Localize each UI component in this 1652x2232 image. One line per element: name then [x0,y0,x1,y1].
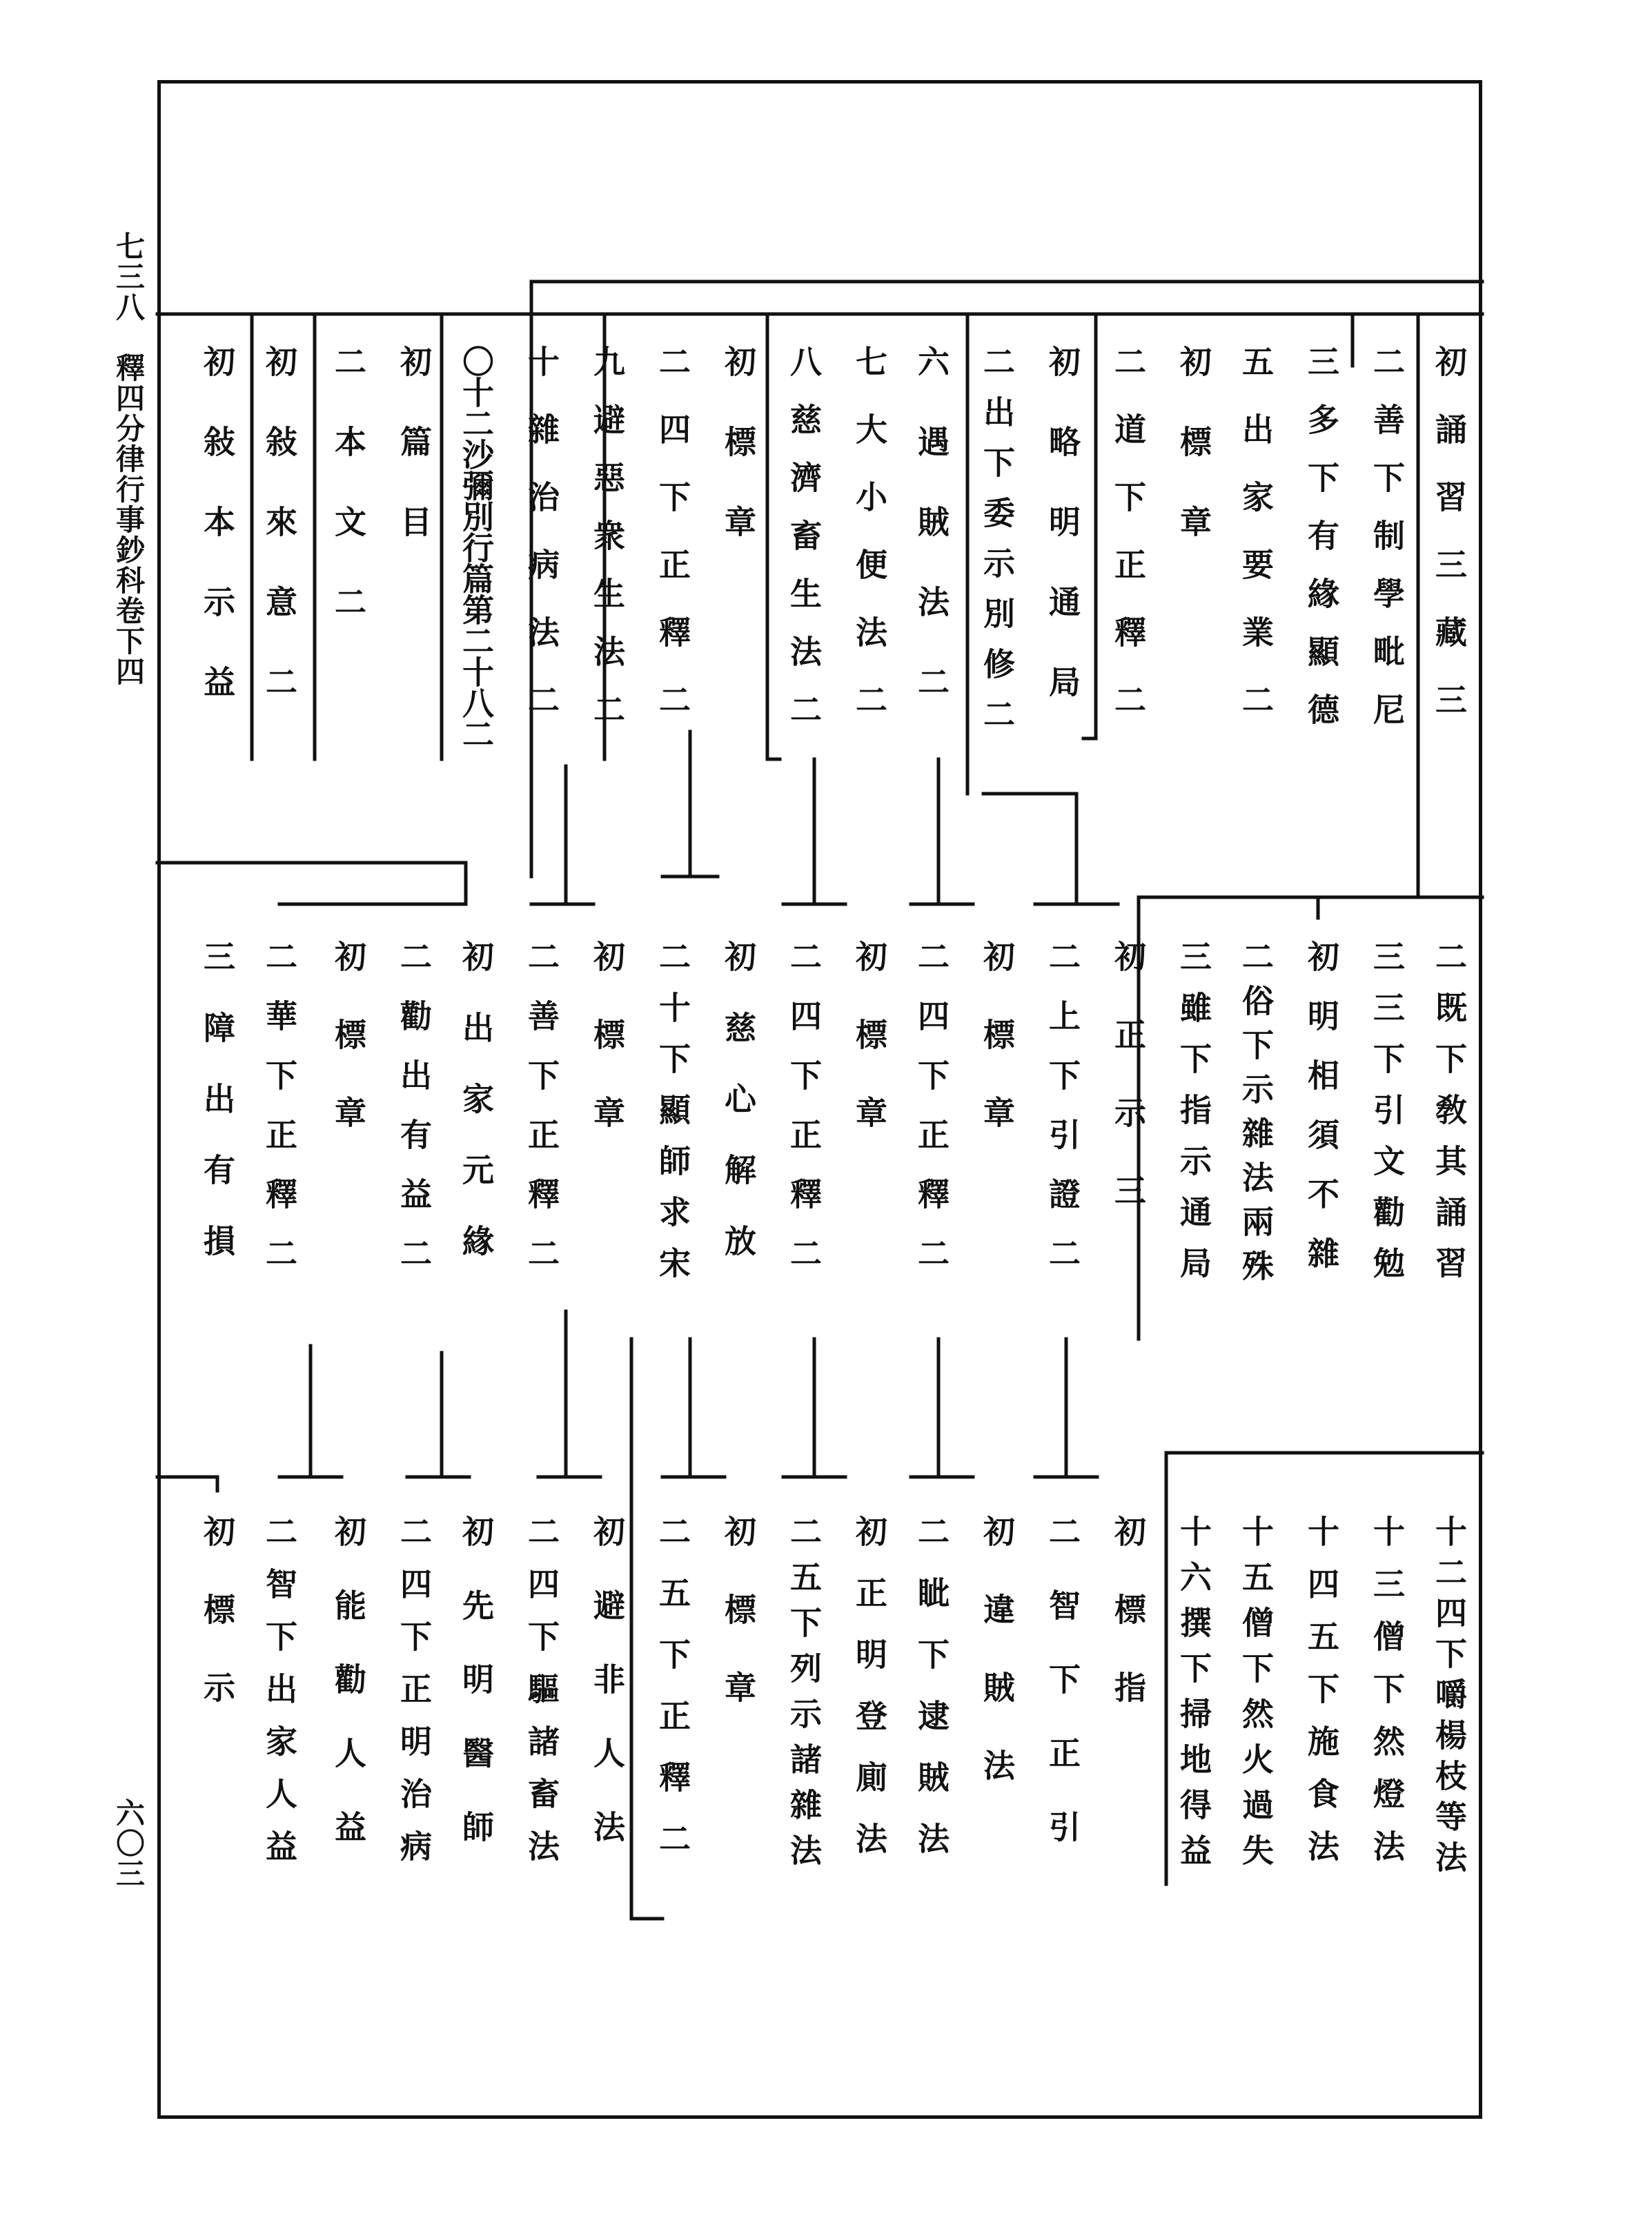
middle-outline-entry: 二俗下示雜法兩殊 [1237,940,1275,1293]
bottom-outline-entry: 初先明醫師 [458,1515,495,1884]
middle-outline-entry: 二華下正釋二 [261,940,298,1296]
middle-outline-entry: 二四下正釋二 [913,940,950,1296]
top-outline-entry: 六遇賊法二 [913,345,950,745]
bottom-outline-entry: 二智下正引 [1044,1515,1081,1884]
middle-outline-entry: 二善下正釋二 [523,940,560,1296]
bottom-outline-entry: 初正明登廁法 [851,1515,888,1883]
bottom-outline-entry: 十六撰下掃地得益 [1175,1515,1212,1879]
bottom-outline-entry: 初違賊法 [979,1515,1016,1827]
top-outline-entry: 二善下制學毗尼 [1368,345,1406,751]
bottom-outline-entry: 初標章 [720,1515,757,1749]
top-outline-entry: 初略明通局 [1044,345,1081,745]
middle-outline-entry: 初標章 [589,940,626,1174]
bottom-outline-entry: 十四五下施食法 [1303,1515,1340,1882]
top-outline-entry: 初敍來意二 [261,345,298,745]
top-outline-entry: 初標章 [1175,345,1212,585]
middle-outline-entry: 初慈心解放 [720,940,757,1295]
middle-outline-entry: 初標章 [979,940,1016,1174]
page-number: 六〇三 [112,1798,146,1889]
middle-outline-entry: 初標章 [330,940,367,1174]
top-outline-entry: 二四下正釋二 [654,345,691,751]
middle-outline-entry: 初正示三 [1110,940,1147,1252]
bottom-outline-entry: 二四下驅諸畜法 [523,1515,560,1882]
top-outline-entry: 七大小便法二 [851,345,888,751]
top-outline-entry: 初誦習三藏三 [1430,345,1468,751]
middle-outline-entry: 二十下顯師求宋 [654,940,691,1298]
bottom-outline-entry: 二四下正明治病 [395,1515,433,1882]
bottom-outline-entry: 十三僧下然燈法 [1368,1515,1406,1882]
middle-outline-entry: 三障出有損 [199,940,236,1295]
middle-outline-entry: 二勸出有益二 [395,940,433,1296]
bottom-outline-entry: 十五僧下然火過失 [1237,1515,1275,1879]
bottom-outline-entry: 二五下正釋二 [654,1515,691,1883]
bottom-outline-entry: 二五下列示諸雜法 [785,1515,823,1879]
middle-outline-entry: 二既下敎其誦習 [1430,940,1468,1298]
middle-outline-entry: 二上下引證二 [1044,940,1081,1296]
bottom-outline-entry: 初標示 [199,1515,236,1749]
middle-outline-entry: 初標章 [851,940,888,1174]
top-outline-entry: 八慈濟畜生法二 [785,345,823,751]
middle-outline-entry: 初明相須不雜 [1303,940,1340,1296]
side-title: 七三八 釋四分律行事鈔科卷下四 [112,231,146,687]
bottom-outline-entry: 初標指 [1110,1515,1147,1749]
middle-outline-entry: 初出家元緣 [458,940,495,1295]
bottom-outline-entry: 初能勸人益 [330,1515,367,1884]
bottom-outline-entry: 十二四下嚼楊枝等法 [1430,1515,1468,1881]
top-outline-entry: 〇十二沙彌別行篇第二十八二 [458,345,495,749]
top-outline-entry: 三多下有緣顯德 [1303,345,1340,751]
top-outline-entry: 二本文二 [330,345,367,665]
top-outline-entry: 初標章 [720,345,757,585]
middle-outline-entry: 三三下引文勸勉 [1368,940,1406,1298]
bottom-outline-entry: 二智下出家人益 [261,1515,298,1882]
top-outline-entry: 初篇目 [395,345,433,585]
middle-outline-entry: 二四下正釋二 [785,940,823,1296]
top-outline-entry: 二道下正釋二 [1110,345,1147,751]
bottom-outline-entry: 二眦下逮賊法 [913,1515,950,1883]
bottom-outline-entry: 初避非人法 [589,1515,626,1884]
top-outline-entry: 九避惡衆生法二 [589,345,626,751]
middle-outline-entry: 三雖下指示通局 [1175,940,1212,1298]
top-outline-entry: 初敍本示益 [199,345,236,745]
top-outline-entry: 五出家要業二 [1237,345,1275,751]
top-outline-entry: 二出下委示別修二 [979,345,1016,748]
top-outline-entry: 十雜治病法二 [523,345,560,751]
